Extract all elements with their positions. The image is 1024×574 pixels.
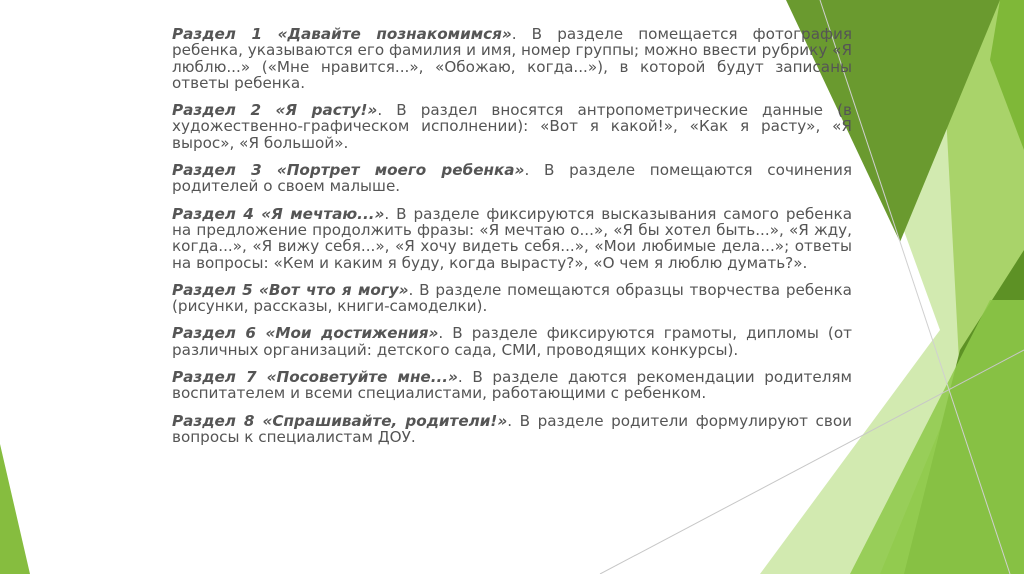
section-paragraph (172, 413, 852, 446)
section-title: Раздел 1 «Давайте познакомимся» (172, 25, 512, 43)
section-text: . В разделе помещается фотография ребенка, указываются его фамилия и имя, номер группы; можно ввести рубрику «Я люблю...» («Мне нравится...», «Обожаю, когда...»), в которой будут записаны ответы ребенка. (172, 25, 852, 92)
section-text: . В разделе помещаются сочинения родителей о своем малыше. (172, 161, 852, 196)
section-paragraph (172, 369, 852, 402)
section-title: Раздел 7 «Посоветуйте мне...» (172, 368, 458, 387)
section-paragraph (172, 206, 852, 271)
section-paragraph (172, 162, 852, 195)
section-paragraph (172, 325, 852, 358)
section-text: . В разделе фиксируются грамоты, дипломы (от различных организаций: детского сада, СМИ, проводящих конкурсы). (172, 324, 852, 359)
slide-text (172, 26, 852, 445)
section-title: Раздел 4 «Я мечтаю...» (172, 204, 385, 223)
section-text: . В разделе даются рекомендации родителям воспитателем и всеми специалистами, работающими с ребенком. (172, 368, 852, 403)
section-title: Раздел 6 «Мои достижения» (172, 324, 439, 343)
section-text: . В разделе родители формулируют свои вопросы к специалистам ДОУ. (172, 411, 852, 446)
section-title: Раздел 3 «Портрет моего ребенка» (172, 161, 525, 180)
section-text: . В разделе помещаются образцы творчества ребенка (рисунки, рассказы, книги-самоделки). (172, 280, 852, 316)
section-paragraph (172, 282, 852, 315)
section-paragraph (172, 26, 852, 91)
section-paragraph (172, 102, 852, 151)
section-title: Раздел 5 «Вот что я могу» (172, 280, 409, 299)
section-title: Раздел 8 «Спрашивайте, родители!» (172, 411, 508, 430)
left-green-strip (0, 444, 30, 574)
section-text: . В раздел вносятся антропометрические данные (в художественно-графическом исполнении): «Вот я какой!», «Как я расту», «Я вырос», «Я большой». (172, 101, 852, 152)
section-text: . В разделе фиксируются высказывания самого ребенка на предложение продолжить фразы: «Я мечтаю о...», «Я бы хотел быть...», «Я жду, когда...», «Я вижу себя...», «Я хочу видеть себя...», «Мои любимые дела...»; ответы на вопросы: «Кем и каким я буду, когда вырасту?», «О чем я люблю думать?». (172, 204, 852, 272)
section-title: Раздел 2 «Я расту!» (172, 101, 378, 120)
